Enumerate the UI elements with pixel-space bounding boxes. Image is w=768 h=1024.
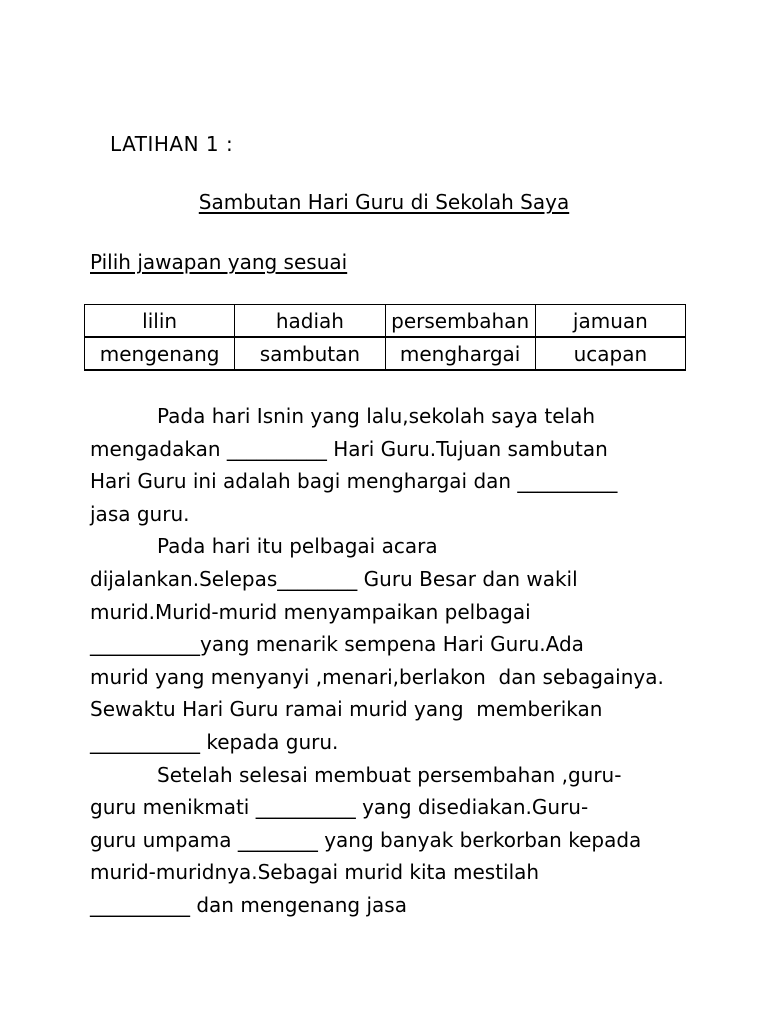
word-cell: mengenang — [85, 337, 235, 370]
word-cell: menghargai — [385, 337, 535, 370]
passage-line: Pada hari Isnin yang lalu,sekolah saya telah — [157, 404, 596, 428]
table-row — [85, 337, 686, 370]
word-cell: sambutan — [235, 337, 385, 370]
word-cell: ucapan — [535, 337, 685, 370]
passage-line: Sewaktu Hari Guru ramai murid yang memberikan — [90, 697, 603, 722]
word-cell: persembahan — [385, 305, 535, 338]
word-cell: hadiah — [235, 305, 385, 338]
passage-line: Hari Guru ini adalah bagi menghargai dan __________ — [90, 469, 618, 494]
passage-line: Setelah selesai membuat persembahan ,guru- — [157, 762, 622, 787]
word-cell: lilin — [85, 305, 235, 338]
passage-body — [90, 400, 730, 922]
passage-line: guru menikmati __________ yang disediakan.Guru- — [90, 795, 589, 820]
exercise-title: LATIHAN 1 : — [110, 132, 234, 156]
passage-line: murid-muridnya.Sebagai murid kita mestilah — [90, 860, 540, 885]
passage-title — [0, 190, 768, 214]
word-bank-table — [84, 304, 686, 371]
word-cell: jamuan — [535, 305, 685, 338]
table-row — [85, 305, 686, 338]
passage-title-text: Sambutan Hari Guru di Sekolah Saya — [198, 190, 570, 214]
passage-line: jasa guru. — [90, 501, 190, 526]
passage-line: Pada hari itu pelbagai acara — [157, 534, 438, 559]
instruction: Pilih jawapan yang sesuai — [90, 250, 348, 274]
passage-line: dijalankan.Selepas________ Guru Besar dan wakil — [90, 566, 578, 591]
passage-line: murid yang menyanyi ,menari,berlakon dan sebagainya. — [90, 664, 664, 689]
passage-line: __________ dan mengenang jasa — [90, 892, 407, 917]
passage-line: ___________ kepada guru. — [90, 729, 339, 754]
passage-line: mengadakan __________ Hari Guru.Tujuan sambutan — [90, 436, 608, 461]
passage-line: guru umpama ________ yang banyak berkorban kepada — [90, 827, 642, 852]
passage-line: murid.Murid-murid menyampaikan pelbagai — [90, 599, 531, 624]
passage-line: ___________yang menarik sempena Hari Guru.Ada — [90, 632, 584, 657]
